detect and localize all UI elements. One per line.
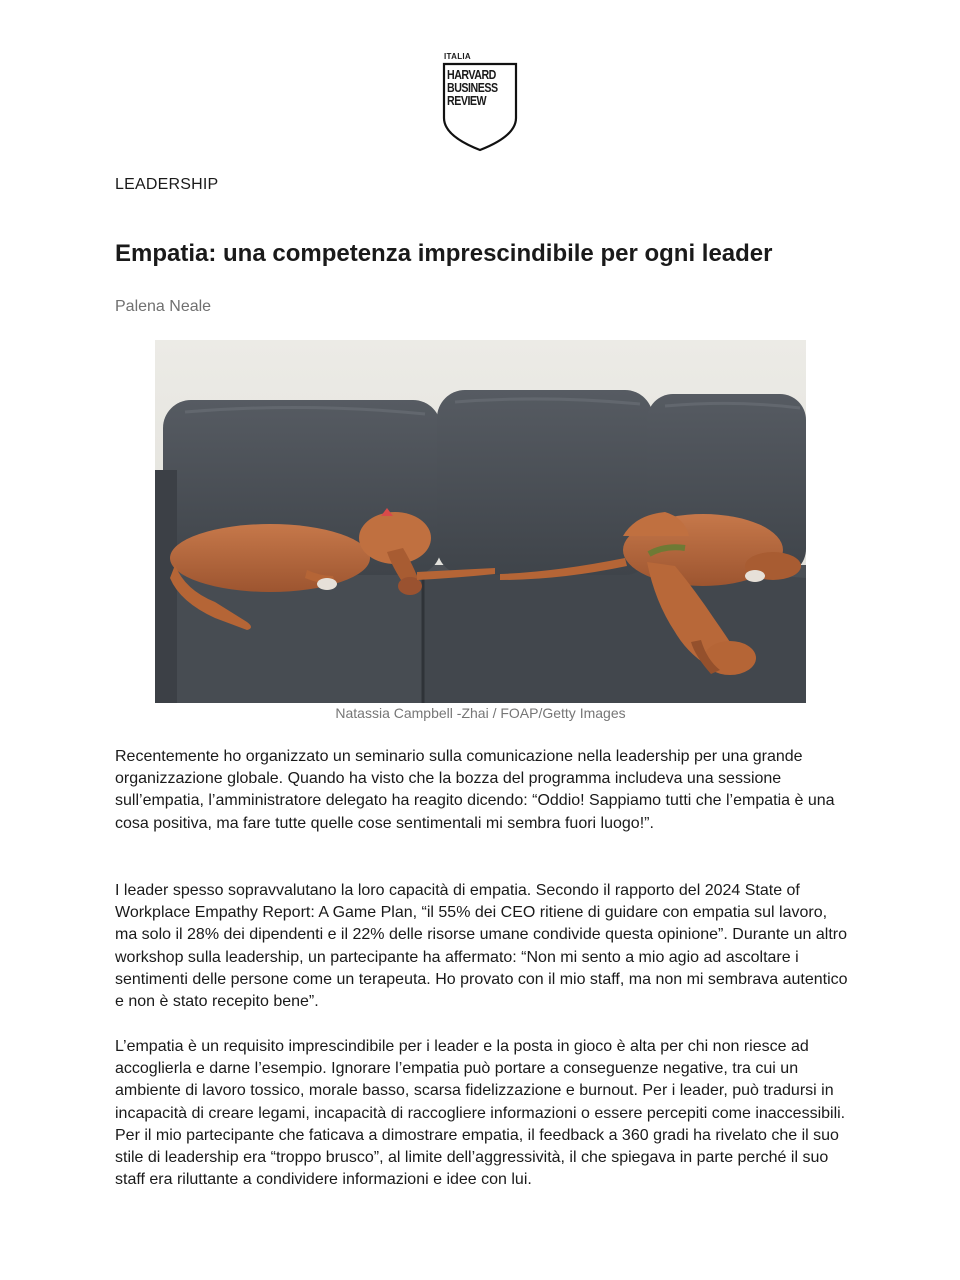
author-byline[interactable]: Palena Neale: [115, 298, 212, 315]
body-paragraph: I leader spesso sopravvalutano la loro capacità di empatia. Secondo il rapporto del 2024 State of Workplace Empathy Report: A Game Plan, “il 55% dei CEO ritiene di guidare con empatia sul lavoro, ma solo il 28% dei dipendenti e il 22% delle risorse umane condivide questa opinione”. Durante un altro workshop sulla leadership, un partecipante ha affermato: “Non mi sento a mio agio ad ascoltare i sentimenti delle persone come un terapeuta. Ho provato con il mio staff, ma non mi sembrava autentico e non è stato recepito bene”.: [115, 882, 848, 1011]
logo-wordmark: [447, 68, 501, 107]
logo-line: HARVARD: [447, 67, 496, 82]
body-paragraph: Recentemente ho organizzato un seminario sulla comunicazione nella leadership per una grande organizzazione globale. Quando ha visto che la bozza del programma includeva una sessione sull’empatia, l’amministratore delegato ha reagito dicendo: “Oddio! Sappiamo tutti che l’empatia è una cosa positiva, ma fare tutte quelle cose sentimentali mi sembra fuori luogo!”.: [115, 748, 835, 832]
logo-line: BUSINESS: [447, 80, 498, 95]
section-label[interactable]: LEADERSHIP: [115, 176, 219, 193]
hbr-italia-logo[interactable]: [442, 52, 520, 152]
image-caption: Natassia Campbell -Zhai / FOAP/Getty Images: [335, 705, 626, 721]
article-headline: Empatia: una competenza imprescindibile per ogni leader: [115, 240, 773, 267]
logo-line: REVIEW: [447, 93, 487, 108]
logo-kicker: ITALIA: [444, 52, 471, 61]
article-photo: [155, 340, 806, 703]
body-paragraph: L’empatia è un requisito imprescindibile per i leader e la posta in gioco è alta per chi non riesce ad accoglierla e darne l’esempio. Ignorare l’empatia può portare a conseguenze negative, tra cui un ambiente di lavoro tossico, morale basso, scarsa fidelizzazione e burnout. Per i leader, può tradursi in incapacità di creare legami, incapacità di raccogliere informazioni o essere percepiti come inaccessibili. Per il mio partecipante che faticava a dimostrare empatia, il feedback a 360 gradi ha rivelato che il suo stile di leadership era “troppo brusco”, al limite dell’aggressività, il che spiegava in parte perché il suo staff era riluttante a condividere informazioni e idee con lui.: [115, 1038, 846, 1189]
